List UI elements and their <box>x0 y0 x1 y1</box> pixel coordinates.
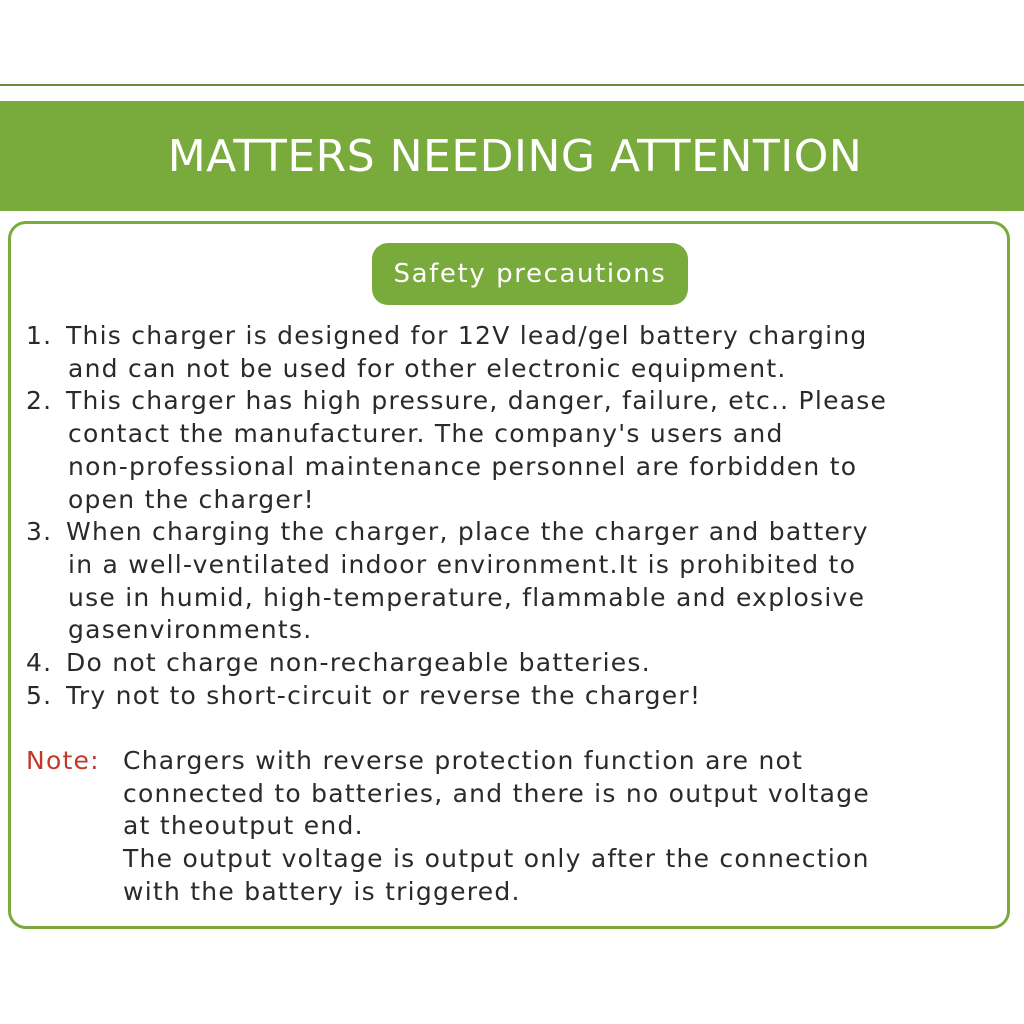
item-line: and can not be used for other electronic equipment. <box>68 353 787 383</box>
title-banner <box>0 101 1024 211</box>
item-line: This charger is designed for 12V lead/gel battery charging <box>66 321 868 350</box>
item-number: 1. <box>26 321 53 350</box>
note-line: Chargers with reverse protection function are not <box>123 746 804 775</box>
list-item <box>26 647 996 680</box>
item-number: 4. <box>26 648 53 678</box>
item-line: When charging the charger, place the charger and battery <box>66 517 869 547</box>
precautions-list <box>26 320 996 712</box>
item-line: non-professional maintenance personnel are forbidden to <box>68 451 858 481</box>
top-divider <box>0 84 1024 86</box>
item-line: gasenvironments. <box>68 615 313 645</box>
list-item <box>26 516 996 647</box>
item-line: This charger has high pressure, danger, failure, etc.. Please <box>66 386 888 416</box>
item-line: use in humid, high-temperature, flammable and explosive <box>68 582 866 612</box>
note-label: Note: <box>26 746 100 775</box>
list-item <box>26 320 996 385</box>
note-line: with the battery is triggered. <box>123 876 521 906</box>
item-number: 2. <box>26 386 53 416</box>
item-line: contact the manufacturer. The company's users and <box>68 419 784 449</box>
item-line: in a well-ventilated indoor environment.It is prohibited to <box>68 549 857 579</box>
list-item <box>26 385 996 516</box>
banner-title: MATTERS NEEDING ATTENTION <box>167 130 863 182</box>
item-number: 5. <box>26 680 53 710</box>
item-line: Try not to short-circuit or reverse the charger! <box>66 680 702 710</box>
note-text <box>123 745 993 909</box>
item-line: open the charger! <box>68 484 315 514</box>
item-line: Do not charge non-rechargeable batteries. <box>66 648 651 678</box>
note-line: The output voltage is output only after the connection <box>123 844 870 874</box>
item-number: 3. <box>26 517 53 547</box>
section-pill <box>372 243 688 305</box>
section-pill-label: Safety precautions <box>393 259 667 289</box>
note-line: at theoutput end. <box>123 811 364 841</box>
note-line: connected to batteries, and there is no output voltage <box>123 778 870 808</box>
list-item <box>26 680 996 713</box>
